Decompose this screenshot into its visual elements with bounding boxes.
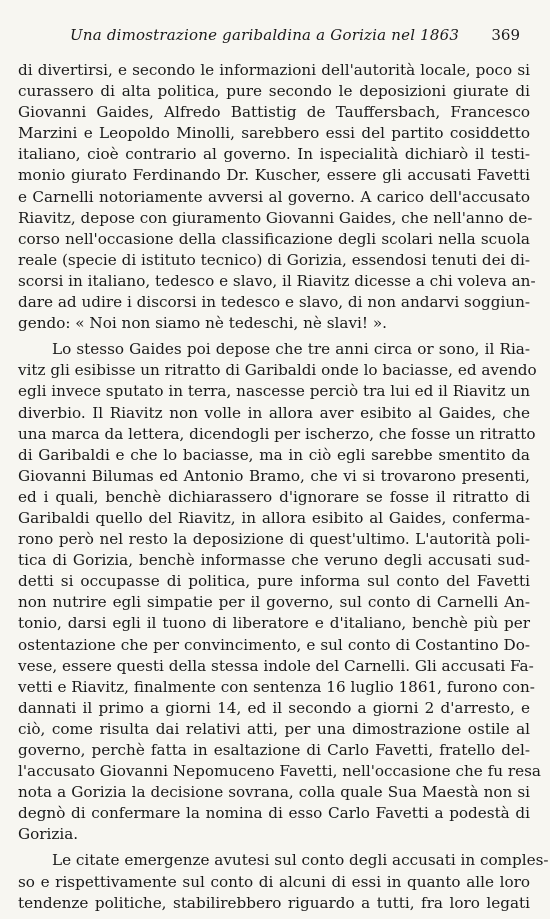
text-line: monio giurato Ferdinando Dr. Kuscher, essere gli accusati Favetti <box>18 166 530 185</box>
text-line: dannati il primo a giorni 14, ed il secondo a giorni 2 d'arresto, e <box>18 698 530 717</box>
text-line: di divertirsi, e secondo le informazioni dell'autorità locale, poco si <box>18 61 530 79</box>
text-line: degnò di confermare la nomina di esso Carlo Favetti a podestà di <box>18 804 530 823</box>
text-line: non nutrire egli simpatie per il governo, sul conto di Carnelli An- <box>18 593 530 612</box>
text-line: vitz gli esibisse un ritratto di Garibaldi onde lo baciasse, ed avendo <box>18 361 537 380</box>
text-line: so e rispettivamente sul conto di alcuni di essi in quanto alle loro <box>18 872 530 891</box>
text-line: reale (specie di istituto tecnico) di Gorizia, essendosi tenuti dei di- <box>18 250 530 269</box>
text-line: Riavitz, depose con giuramento Giovanni Gaides, che nell'anno de- <box>18 208 533 227</box>
text-line: corso nell'occasione della classificazione degli scolari nella scuola <box>18 229 530 248</box>
text-line: ostentazione che per convincimento, e sul conto di Costantino Do- <box>18 635 530 654</box>
text-line: Marzini e Leopoldo Minolli, sarebbero essi del partito cosiddetto <box>18 124 530 143</box>
text-line: nota a Gorizia la decisione sovrana, colla quale Sua Maestà non si <box>18 783 530 802</box>
text-line: una marca da lettera, dicendogli per ischerzo, che fosse un ritratto <box>18 424 536 443</box>
text-line: tendenze politiche, stabilirebbero riguardo a tutti, fra loro legati <box>18 893 530 912</box>
text-line: dare ad udire i discorsi in tedesco e slavo, di non andarvi soggiun- <box>18 293 530 312</box>
text-line: Garibaldi quello del Riavitz, in allora esibito al Gaides, conferma- <box>18 508 530 527</box>
text-line: vese, essere questi della stessa indole del Carnelli. Gli accusati Fa- <box>18 656 534 675</box>
paragraph <box>18 339 541 845</box>
text-line: italiano, cioè contrario al governo. In ispecialità dichiarò il testi- <box>18 145 530 164</box>
text-line: detti si occupasse di politica, pure informa sul conto del Favetti <box>18 572 530 591</box>
page-number: 369 <box>491 26 520 44</box>
text-line: tica di Gorizia, benchè informasse che veruno degli accusati sud- <box>18 551 530 570</box>
text-line: rono però nel resto la deposizione di quest'ultimo. L'autorità poli- <box>18 530 530 549</box>
text-line: egli invece sputato in terra, nascesse perciò tra lui ed il Riavitz un <box>18 382 530 401</box>
body-text <box>18 60 549 919</box>
text-line: governo, perchè fatta in esaltazione di Carlo Favetti, fratello del- <box>18 741 530 759</box>
text-line: Lo stesso Gaides poi depose che tre anni circa or sono, il Ria- <box>52 340 530 359</box>
paragraph <box>18 850 549 913</box>
text-line: Giovanni Bilumas ed Antonio Bramo, che vi si trovarono presenti, <box>18 466 530 485</box>
text-line: curassero di alta politica, pure secondo le deposizioni giurate di <box>18 82 530 101</box>
text-line: tonio, darsi egli il tuono di liberatore e d'italiano, benchè più per <box>18 614 530 633</box>
text-line: scorsi in italiano, tedesco e slavo, il Riavitz dicesse a chi voleva an- <box>18 271 536 290</box>
text-line: di Garibaldi e che lo baciasse, ma in ciò egli sarebbe smentito da <box>18 445 530 464</box>
text-line: ciò, come risulta dai relativi atti, per una dimostrazione ostile al <box>18 719 530 738</box>
running-title: Una dimostrazione garibaldina a Gorizia nel 1863 <box>70 26 460 44</box>
text-line: ed i quali, benchè dichiarassero d'ignorare se fosse il ritratto di <box>18 487 530 506</box>
text-line: e Carnelli notoriamente avversi al governo. A carico dell'accusato <box>18 187 530 206</box>
text-line: vetti e Riavitz, finalmente con sentenza 16 luglio 1861, furono con- <box>18 677 535 696</box>
text-line: gendo: « Noi non siamo nè tedeschi, nè slavi! ». <box>18 314 387 333</box>
text-line: diverbio. Il Riavitz non volle in allora aver esibito al Gaides, che <box>18 403 530 422</box>
paragraph <box>18 60 536 334</box>
page-header <box>70 26 520 50</box>
text-line: Gorizia. <box>18 825 79 844</box>
text-line: l'accusato Giovanni Nepomuceno Favetti, nell'occasione che fu resa <box>18 762 541 781</box>
text-line: Giovanni Gaides, Alfredo Battistig de Tauffersbach, Francesco <box>18 103 530 122</box>
text-line: Le citate emergenze avutesi sul conto degli accusati in comples- <box>52 851 549 870</box>
